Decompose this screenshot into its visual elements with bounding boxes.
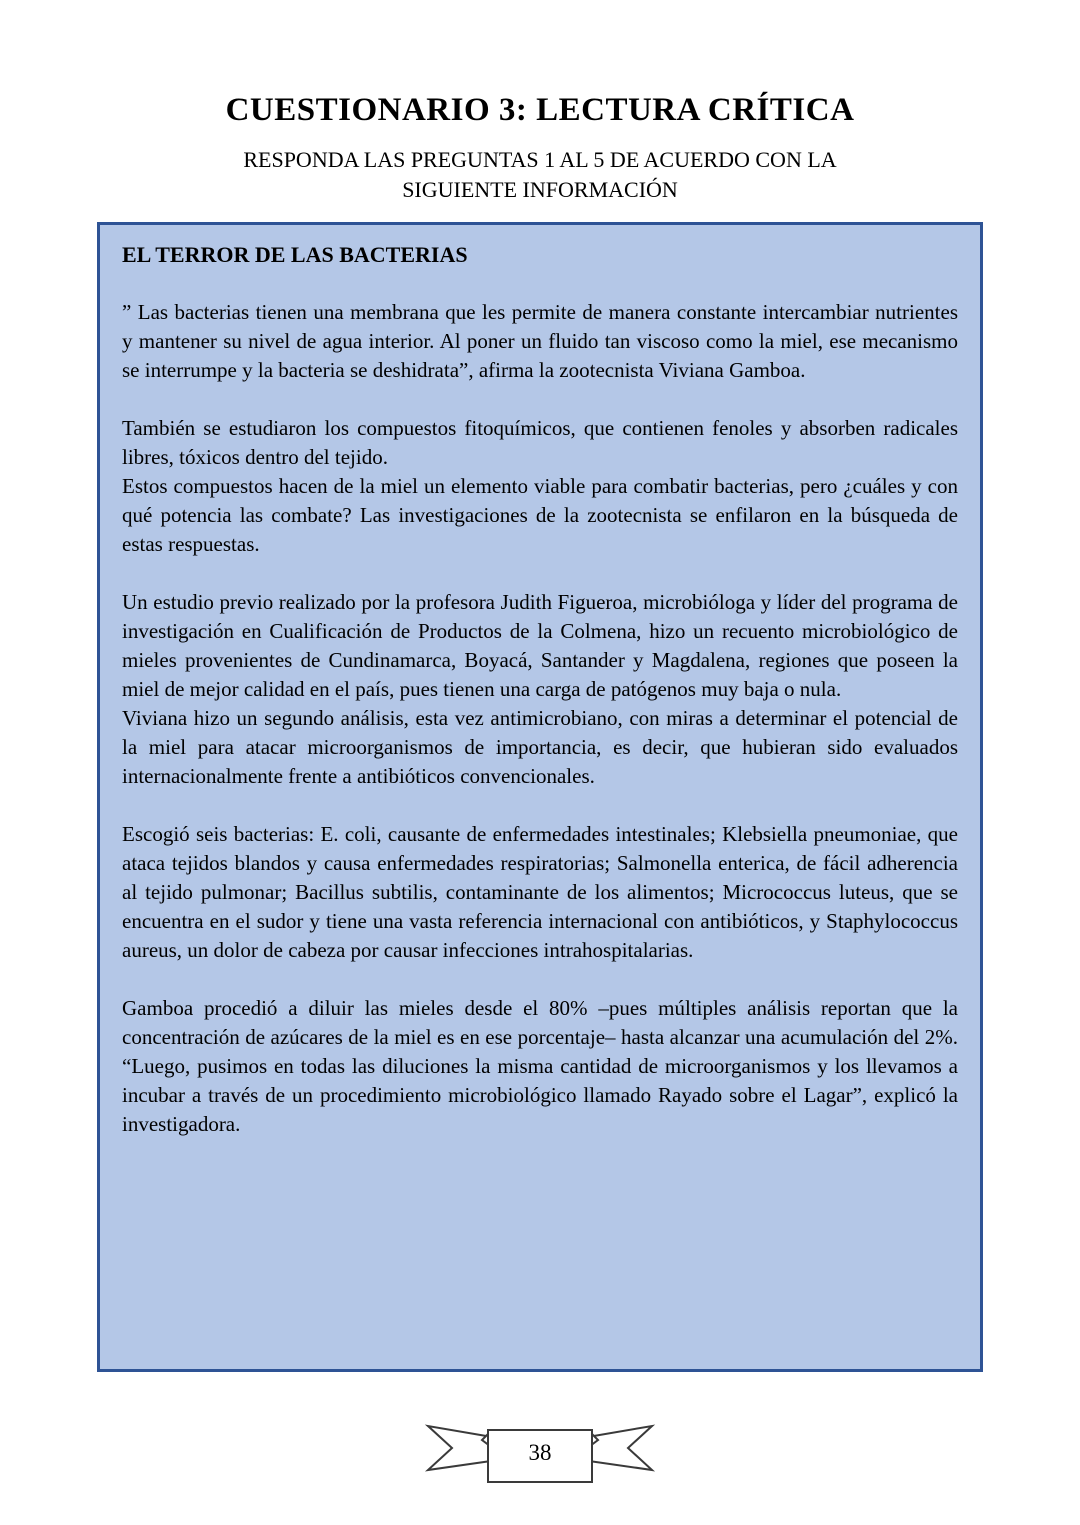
page-number-ribbon bbox=[420, 1420, 660, 1497]
subtitle-line-1: RESPONDA LAS PREGUNTAS 1 AL 5 DE ACUERDO CON LA bbox=[243, 147, 837, 172]
text-block-4 bbox=[122, 820, 958, 965]
paragraph: También se estudiaron los compuestos fitoquímicos, que contienen fenoles y absorben radicales libres, tóxicos dentro del tejido. bbox=[122, 415, 958, 469]
paragraph: Viviana hizo un segundo análisis, esta vez antimicrobiano, con miras a determinar el potencial de la miel para atacar microorganismos de importancia, es decir, que hubieran sido evaluados internacionalmente frente a antibióticos convencionales. bbox=[122, 705, 958, 788]
text-block-1 bbox=[122, 298, 958, 385]
text-block-5 bbox=[122, 994, 958, 1139]
page-subtitle bbox=[0, 145, 1080, 206]
paragraph: ” Las bacterias tienen una membrana que les permite de manera constante intercambiar nutrientes y mantener su nivel de agua interior. Al poner un fluido tan viscoso como la miel, ese mecanismo se interrumpe y la bacteria se deshidrata”, afirma la zootecnista Viviana Gamboa. bbox=[122, 299, 958, 382]
subtitle-line-2: SIGUIENTE INFORMACIÓN bbox=[402, 177, 678, 203]
paragraph: Un estudio previo realizado por la profesora Judith Figueroa, microbióloga y líder del programa de investigación en Cualificación de Productos de la Colmena, hizo un recuento microbiológico de mieles provenientes de Cundinamarca, Boyacá, Santander y Magdalena, regiones que poseen la miel de mejor calidad en el país, pues tienen una carga de patógenos muy baja o nula. bbox=[122, 589, 958, 701]
paragraph: Escogió seis bacterias: E. coli, causante de enfermedades intestinales; Klebsiella pneumoniae, que ataca tejidos blandos y causa enfermedades respiratorias; Salmonella enterica, de fácil adherencia al tejido pulmonar; Bacillus subtilis, contaminante de los alimentos; Micrococcus luteus, que se encuentra en el sudor y tiene una vasta referencia internacional con antibióticos, y Staphylococcus aureus, un dolor de cabeza por causar infecciones intrahospitalarias. bbox=[122, 821, 958, 962]
article-heading: EL TERROR DE LAS BACTERIAS bbox=[122, 241, 468, 267]
text-block-3 bbox=[122, 588, 958, 791]
page-number: 38 bbox=[528, 1439, 552, 1465]
text-block-2 bbox=[122, 414, 958, 559]
reading-passage-box bbox=[97, 222, 983, 1372]
page-title: CUESTIONARIO 3: LECTURA CRÍTICA bbox=[225, 92, 855, 128]
paragraph: Estos compuestos hacen de la miel un elemento viable para combatir bacterias, pero ¿cuáles y con qué potencia las combate? Las investigaciones de la zootecnista se enfilaron en la búsqueda de estas respuestas. bbox=[122, 473, 958, 556]
paragraph: Gamboa procedió a diluir las mieles desde el 80% –pues múltiples análisis reportan que la concentración de azúcares de la miel es en ese porcentaje– hasta alcanzar una acumulación del 2%. “Luego, pusimos en todas las diluciones la misma cantidad de microorganismos y los llevamos a incubar a través de un procedimiento microbiológico llamado Rayado sobre el Lagar”, explicó la investigadora. bbox=[122, 995, 958, 1136]
